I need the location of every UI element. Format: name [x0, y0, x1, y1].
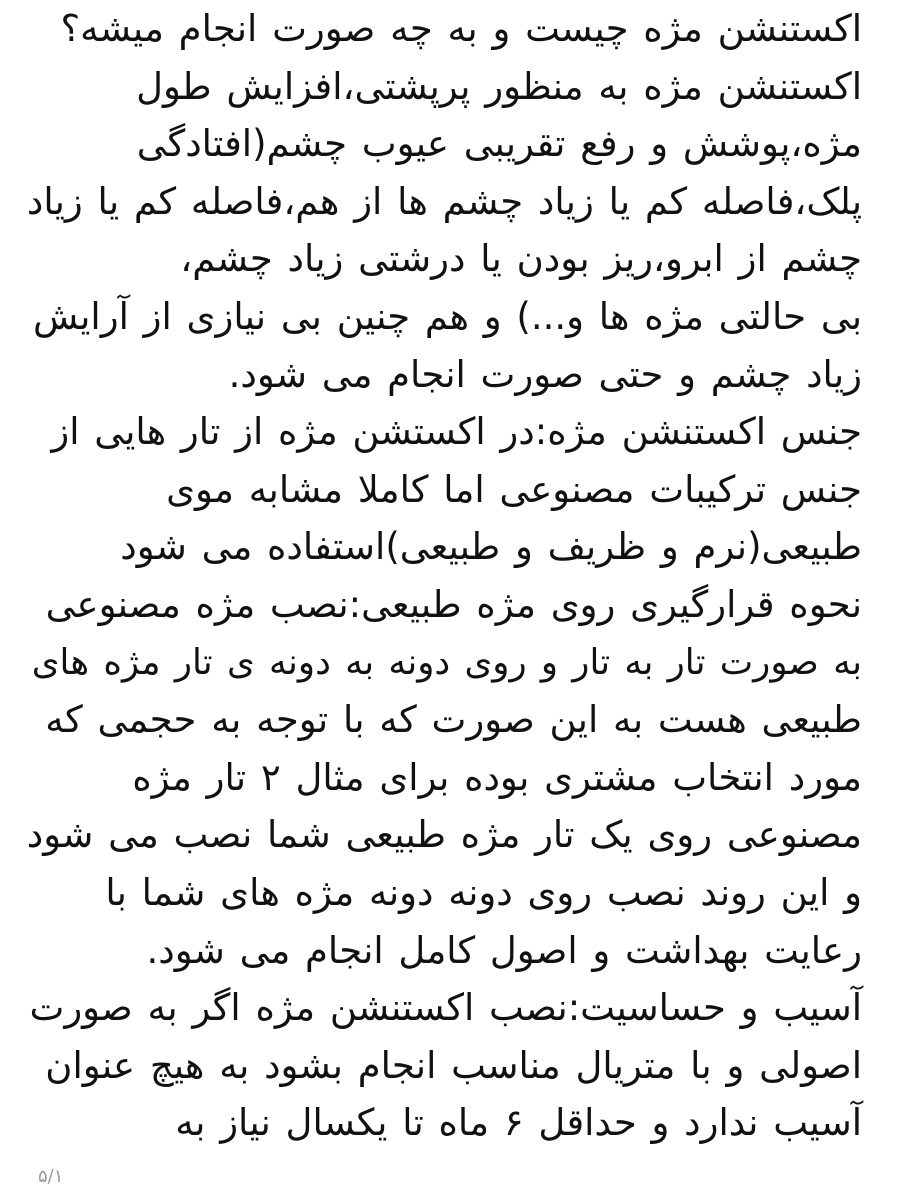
page-number: ۵/۱	[38, 1166, 64, 1187]
text-line: اکستنشن مژه چیست و به چه صورت انجام میشه؟	[60, 7, 862, 50]
text-line: بی حالتی مژه ها و...) و هم چنین بی نیازی از آرایش	[32, 294, 862, 338]
text-line: طبیعی(نرم و ظریف و طبیعی)استفاده می شود	[120, 525, 862, 569]
text-line: مورد انتخاب مشتری بوده برای مثال ۲ تار مژه	[132, 755, 862, 799]
text-line: آسیب و حساسیت:نصب اکستنشن مژه اگر به صورت	[29, 986, 862, 1030]
text-line: جنس ترکیبات مصنوعی اما کاملا مشابه موی	[166, 467, 862, 511]
text-line: و این روند نصب روی دونه دونه مژه های شما با	[105, 870, 862, 914]
text-line: آسیب ندارد و حداقل ۶ ماه تا یکسال نیاز به	[175, 1101, 862, 1145]
text-line: اصولی و با متریال مناسب انجام بشود به هیچ عنوان	[45, 1043, 862, 1087]
document-text	[22, 0, 862, 1152]
text-line: چشم از ابرو،ریز بودن یا درشتی زیاد چشم،	[180, 237, 862, 281]
text-line: اکستنشن مژه به منظور پرپشتی،افزایش طول	[136, 64, 862, 108]
text-line: به صورت تار به تار و روی دونه به دونه ی تار مژه های	[31, 641, 862, 683]
text-line: زیاد چشم و حتی صورت انجام می شود.	[228, 352, 862, 396]
text-line: مژه،پوشش و رفع تقریبی عیوب چشم(افتادگی	[136, 122, 862, 166]
text-line: نحوه قرارگیری روی مژه طبیعی:نصب مژه مصنوعی	[45, 582, 862, 626]
text-line: پلک،فاصله کم یا زیاد چشم ها از هم،فاصله کم یا زیاد	[26, 179, 862, 223]
text-line: مصنوعی روی یک تار مژه طبیعی شما نصب می شود	[26, 813, 862, 857]
text-line: جنس اکستنشن مژه:در اکستشن مژه از تار هایی از	[51, 410, 862, 454]
text-line: طبیعی هست به این صورت که با توجه به حجمی که	[45, 698, 862, 742]
text-line: رعایت بهداشت و اصول کامل انجام می شود.	[146, 928, 862, 972]
